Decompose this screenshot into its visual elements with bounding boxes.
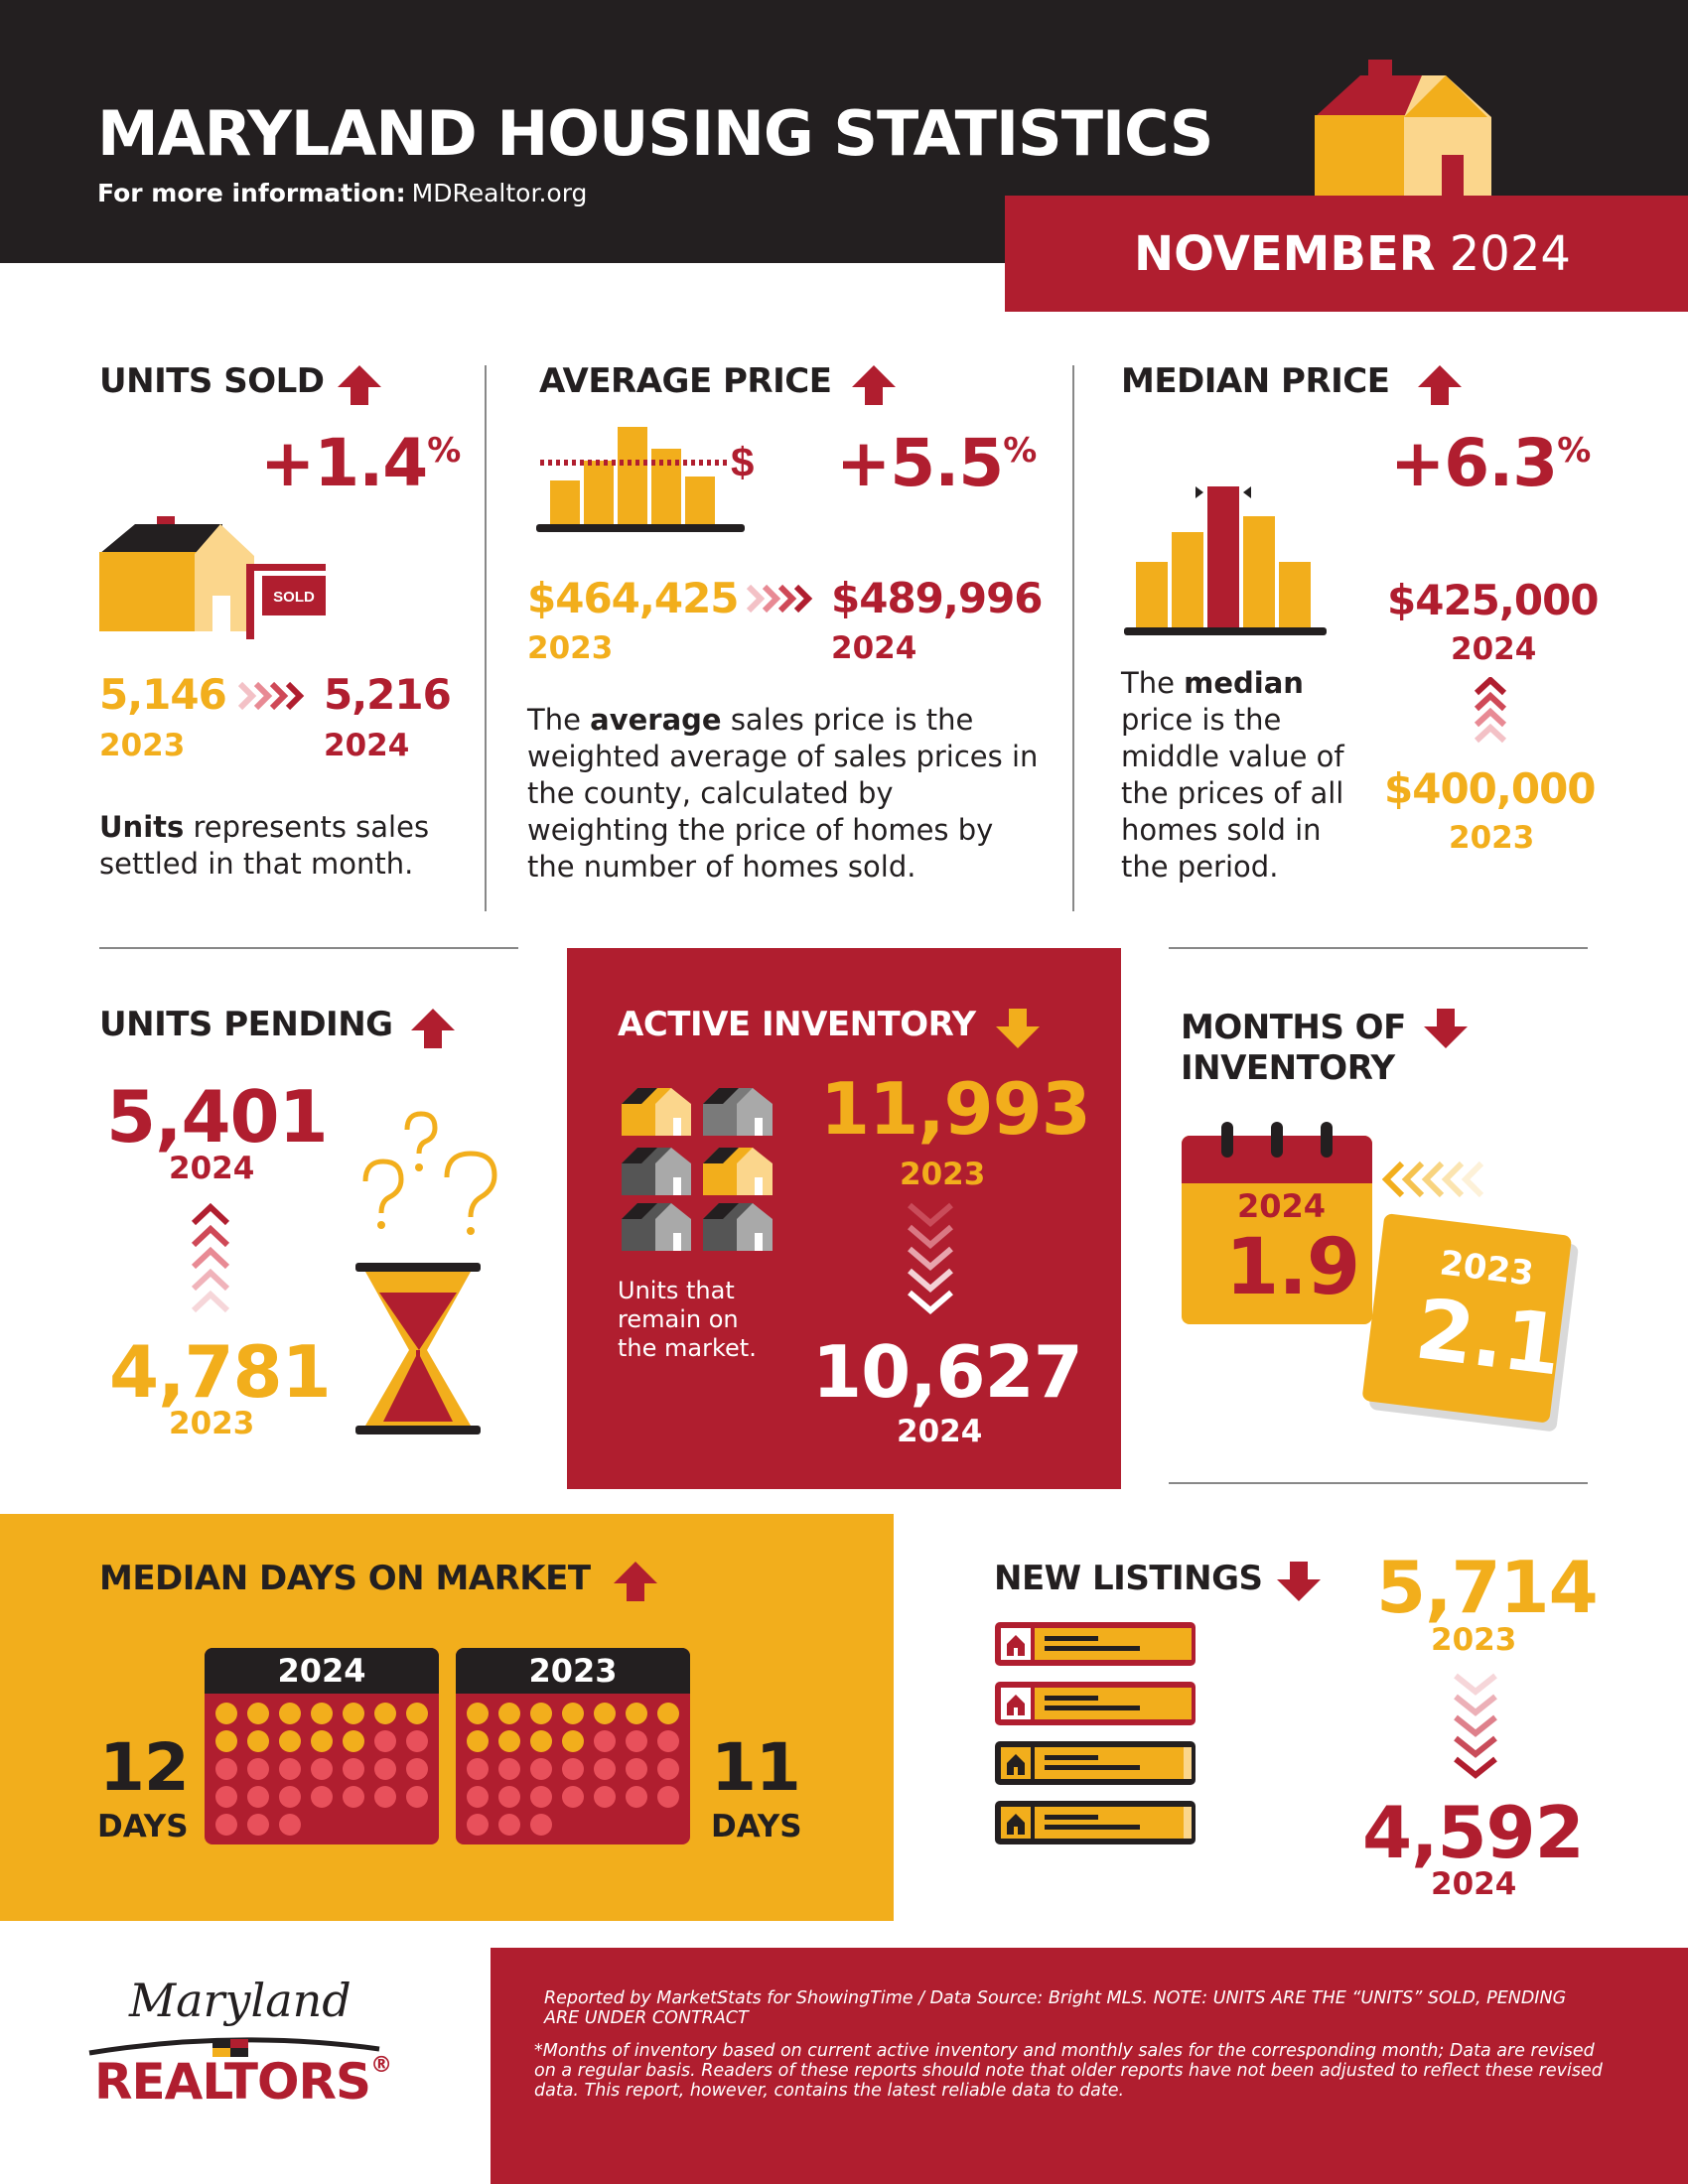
calendar-day-dot <box>343 1703 364 1724</box>
up-arrow-icon <box>1418 365 1462 405</box>
calendar-day-dot <box>467 1814 489 1836</box>
calendar-day-dot <box>247 1730 269 1752</box>
chevrons-up-icon <box>191 1203 230 1316</box>
calendar-day-dot <box>406 1786 428 1808</box>
calendar-day-dot <box>215 1730 237 1752</box>
divider <box>1169 1482 1588 1484</box>
calendar-day-dot <box>374 1703 396 1724</box>
sold-house-icon <box>95 512 334 641</box>
chevrons-right-icon <box>747 584 814 614</box>
calendar-day-dot <box>626 1786 647 1808</box>
more-info <box>97 179 587 207</box>
calendar-day-dot <box>215 1703 237 1724</box>
dollar-sign: $ <box>731 439 755 485</box>
units-sold-change: +1.4% <box>260 425 461 501</box>
new-listings-2023: 5,714 <box>1376 1546 1598 1629</box>
average-price-title: AVERAGE PRICE <box>539 361 832 401</box>
calendar-day-dot <box>562 1703 584 1724</box>
calendar-day-dot <box>467 1786 489 1808</box>
calendar-day-dot <box>406 1758 428 1780</box>
units-sold-year-2024: 2024 <box>324 728 410 763</box>
calendar-day-dot <box>279 1786 301 1808</box>
calendar-day-dot <box>374 1758 396 1780</box>
units-pending-year-2023: 2023 <box>169 1406 255 1441</box>
median-price-note: The median price is the middle value of the prices of all homes sold in the period. <box>1121 666 1344 884</box>
calendar-day-dot <box>406 1730 428 1752</box>
days-on-market-title: MEDIAN DAYS ON MARKET <box>99 1559 591 1598</box>
days-on-market-2024: 12 <box>99 1729 189 1806</box>
down-arrow-icon <box>996 1009 1040 1048</box>
calendar-day-dot <box>343 1786 364 1808</box>
up-arrow-icon <box>411 1009 455 1048</box>
days-on-market-unit-2023: DAYS <box>711 1809 802 1844</box>
calendar-day-dot <box>311 1730 333 1752</box>
calendar-day-dot <box>594 1730 616 1752</box>
units-sold-title: UNITS SOLD <box>99 361 325 401</box>
calendar-day-dot <box>374 1730 396 1752</box>
calendar-day-dot <box>343 1758 364 1780</box>
calendar-day-dot <box>215 1758 237 1780</box>
average-price-change: +5.5% <box>836 425 1037 501</box>
more-info-link[interactable]: MDRealtor.org <box>411 179 588 207</box>
months-inventory-year-2023: 2023 <box>1437 1243 1536 1295</box>
calendar-day-dot <box>498 1814 520 1836</box>
calendar-day-dot <box>657 1703 679 1724</box>
calendar-day-dot <box>311 1703 333 1724</box>
median-bars-icon <box>1118 480 1336 637</box>
calendar-day-dot <box>215 1814 237 1836</box>
calendar-day-dot <box>562 1730 584 1752</box>
month-label: NOVEMBER <box>1134 226 1436 282</box>
calendar-day-dot <box>279 1758 301 1780</box>
new-listings-year-2023: 2023 <box>1431 1622 1517 1658</box>
calendar-day-dot <box>657 1730 679 1752</box>
calendar-day-dot <box>657 1786 679 1808</box>
calendar-day-dot <box>626 1758 647 1780</box>
chevrons-down-icon <box>906 1201 955 1314</box>
calendar-day-dot <box>498 1758 520 1780</box>
page-title: MARYLAND HOUSING STATISTICS <box>97 97 1213 170</box>
average-price-2024: $489,996 <box>831 574 1043 622</box>
units-sold-note: Units represents sales settled in that month. <box>99 810 430 881</box>
down-arrow-icon <box>1424 1009 1468 1048</box>
average-price-2023: $464,425 <box>527 574 739 622</box>
up-arrow-icon <box>338 365 381 405</box>
active-inventory-year-2024: 2024 <box>897 1414 983 1449</box>
calendar-day-dot <box>311 1758 333 1780</box>
calendar-day-dot <box>530 1786 552 1808</box>
up-arrow-icon <box>614 1562 657 1601</box>
calendar-day-dot <box>279 1730 301 1752</box>
new-listings-title: NEW LISTINGS <box>994 1559 1263 1598</box>
calendar-day-dot <box>279 1814 301 1836</box>
units-sold-2023: 5,146 <box>99 670 226 719</box>
calendar-day-dot <box>594 1703 616 1724</box>
months-inventory-2024: 1.9 <box>1225 1223 1360 1312</box>
median-price-year-2024: 2024 <box>1451 631 1537 667</box>
calendar-day-dot <box>247 1814 269 1836</box>
calendar-day-dot <box>467 1703 489 1724</box>
units-sold-year-2023: 2023 <box>99 728 186 763</box>
units-pending-title: UNITS PENDING <box>99 1005 393 1044</box>
calendar-day-dot <box>467 1758 489 1780</box>
logo-script: Maryland <box>129 1974 352 2027</box>
average-price-note: The average sales price is the weighted average of sales prices in the county, calculated by weighting the price of homes by the number of homes sold. <box>527 703 1039 884</box>
calendar-day-dot <box>657 1758 679 1780</box>
footer-disclaimer: *Months of inventory based on current active inventory and monthly sales for the corresponding month; Data are revised on a regular basis. Readers of these reports should note that older reports have not been adjusted to reflect these revised data. This report, however, contains the latest reliable data to date. <box>534 2041 1603 2101</box>
report-month <box>1134 226 1571 282</box>
divider <box>99 947 518 949</box>
average-price-year-2024: 2024 <box>831 630 917 666</box>
median-price-2024: $425,000 <box>1387 576 1599 624</box>
calendar-day-dot <box>530 1814 552 1836</box>
new-listings-year-2024: 2024 <box>1431 1866 1517 1902</box>
calendar-day-dot <box>247 1786 269 1808</box>
header-house-icon <box>1301 58 1499 206</box>
active-inventory-2023: 11,993 <box>820 1067 1090 1151</box>
chevrons-up-icon <box>1474 677 1507 747</box>
months-inventory-title: MONTHS OF INVENTORY <box>1181 1008 1406 1088</box>
calendar-day-dot <box>406 1703 428 1724</box>
year-label: 2024 <box>1449 226 1571 282</box>
calendar-day-dot <box>247 1703 269 1724</box>
houses-grid-icon <box>618 1082 778 1253</box>
calendar-day-dot <box>626 1730 647 1752</box>
median-price-title: MEDIAN PRICE <box>1121 361 1390 401</box>
calendar-2024-label: 2024 <box>277 1652 366 1690</box>
calendar-day-dot <box>530 1703 552 1724</box>
calendar-day-dot <box>594 1758 616 1780</box>
divider <box>1169 947 1588 949</box>
median-price-change: +6.3% <box>1390 425 1591 501</box>
calendar-day-dot <box>343 1730 364 1752</box>
months-inventory-2023: 2.1 <box>1410 1280 1567 1395</box>
units-sold-2024: 5,216 <box>324 670 451 719</box>
units-pending-2023: 4,781 <box>109 1330 331 1414</box>
up-arrow-icon <box>852 365 896 405</box>
calendar-day-dot <box>467 1730 489 1752</box>
calendar-day-dot <box>530 1730 552 1752</box>
calendar-day-dot <box>215 1786 237 1808</box>
days-on-market-unit-2024: DAYS <box>97 1809 189 1844</box>
active-inventory-year-2023: 2023 <box>900 1157 986 1192</box>
calendar-day-dot <box>311 1786 333 1808</box>
active-inventory-2024: 10,627 <box>812 1330 1082 1414</box>
median-price-2023: $400,000 <box>1384 764 1596 813</box>
sold-sign-label: SOLD <box>273 589 315 606</box>
calendar-2023-label: 2023 <box>528 1652 618 1690</box>
divider <box>1072 365 1074 911</box>
footer-source-note: Reported by MarketStats for ShowingTime / Data Source: Bright MLS. NOTE: UNITS ARE THE “UNITS” SOLD, PENDING ARE UNDER CONTRACT <box>544 1988 1567 2028</box>
down-arrow-icon <box>1277 1562 1321 1601</box>
listings-icon <box>995 1618 1203 1896</box>
median-price-year-2023: 2023 <box>1449 820 1535 856</box>
divider <box>485 365 487 911</box>
active-inventory-title: ACTIVE INVENTORY <box>618 1005 976 1044</box>
calendar-day-dot <box>498 1786 520 1808</box>
more-info-label: For more information: <box>97 179 406 207</box>
calendar-day-dot <box>498 1703 520 1724</box>
days-on-market-2023: 11 <box>711 1729 800 1806</box>
calendar-day-dot <box>279 1703 301 1724</box>
calendar-day-dot <box>594 1786 616 1808</box>
calendar-day-dot <box>498 1730 520 1752</box>
chevrons-right-icon <box>238 681 314 711</box>
new-listings-2024: 4,592 <box>1362 1791 1584 1874</box>
calendar-day-dot <box>626 1703 647 1724</box>
units-pending-year-2024: 2024 <box>169 1151 255 1186</box>
units-pending-2024: 5,401 <box>106 1075 328 1159</box>
calendar-day-dot <box>530 1758 552 1780</box>
average-price-year-2023: 2023 <box>527 630 614 666</box>
months-inventory-year-2024: 2024 <box>1237 1187 1327 1225</box>
calendar-day-dot <box>247 1758 269 1780</box>
logo-wordmark: REALTORS® <box>94 2053 392 2111</box>
calendar-day-dot <box>562 1786 584 1808</box>
hourglass-icon <box>346 1102 524 1439</box>
bar-dollar-icon <box>532 425 771 534</box>
chevrons-down-icon <box>1452 1672 1499 1781</box>
calendar-day-dot <box>374 1786 396 1808</box>
calendar-day-dot <box>562 1758 584 1780</box>
active-inventory-note: Units that remain on the market. <box>618 1277 757 1362</box>
